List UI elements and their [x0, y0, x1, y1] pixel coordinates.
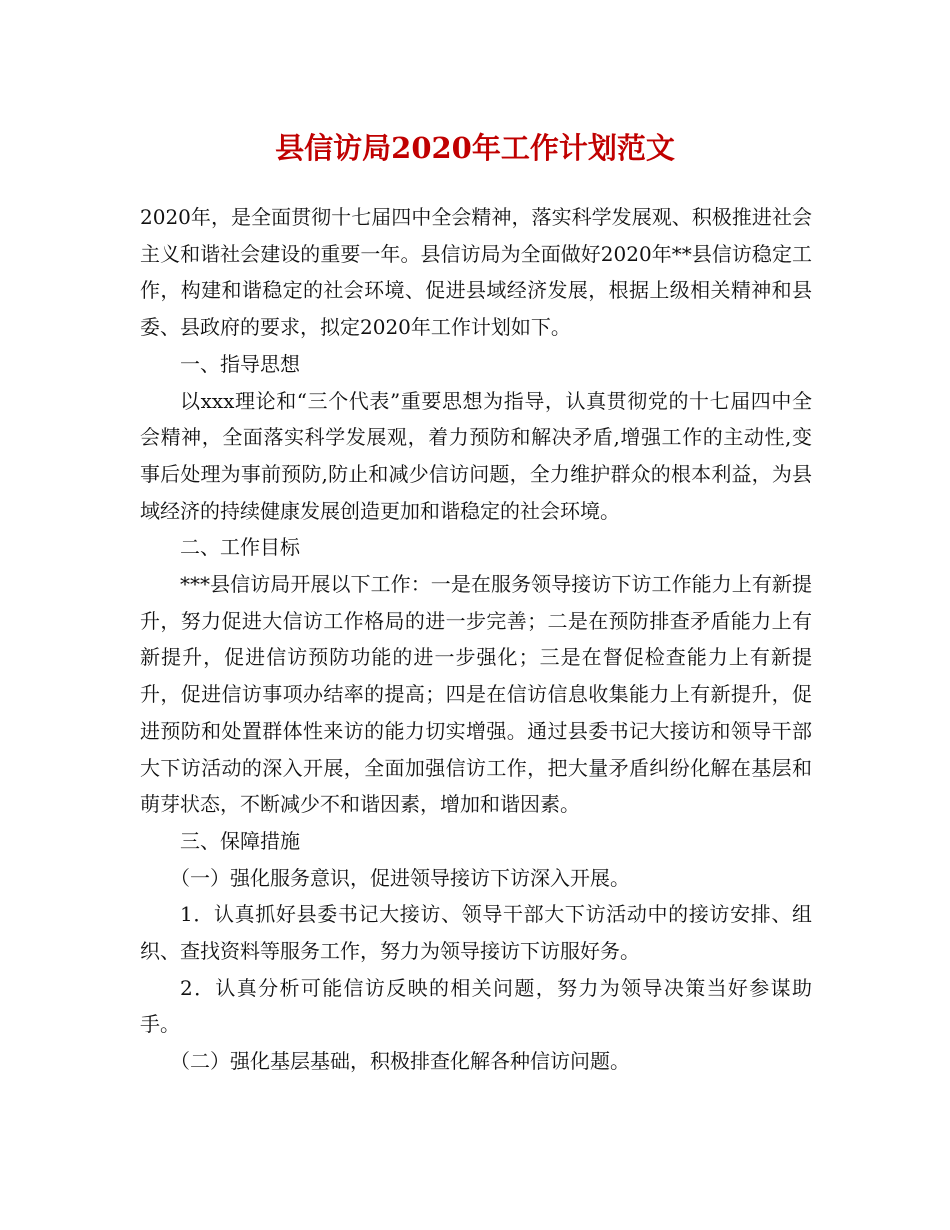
section-heading-safeguards: 三、保障措施 — [180, 828, 300, 853]
document-title: 县信访局2020年工作计划范文 — [275, 131, 675, 165]
paragraph-guiding-thought: 以xxx理论和“三个代表”重要思想为指导，认真贯彻党的十七届四中全会精神，全面落实科学发展观，着力预防和解决矛盾,增强工作的主动性,变事后处理为事前预防,防止和减少信访问题，全力维护群众的根本利益，为县域经济的持续健康发展创造更加和谐稳定的社会环境。 — [140, 388, 812, 523]
subheading-service-awareness: （一）强化服务意识，促进领导接访下访深入开展。 — [170, 865, 630, 890]
paragraph-intro: 2020年，是全面贯彻十七届四中全会精神，落实科学发展观、积极推进社会主义和谐社会建设的重要一年。县信访局为全面做好2020年**县信访稳定工作，构建和谐稳定的社会环境、促进县域经济发展，根据上级相关精神和县委、县政府的要求，拟定2020年工作计划如下。 — [140, 205, 812, 340]
section-heading-work-goals: 二、工作目标 — [180, 535, 300, 560]
document-body — [140, 199, 812, 1080]
subheading-grassroots: （二）强化基层基础，积极排查化解各种信访问题。 — [170, 1049, 630, 1074]
list-item-2: 2．认真分析可能信访反映的相关问题，努力为领导决策当好参谋助手。 — [140, 975, 812, 1037]
paragraph-work-goals: ***县信访局开展以下工作：一是在服务领导接访下访工作能力上有新提升，努力促进大信访工作格局的进一步完善；二是在预防排查矛盾能力上有新提升，促进信访预防功能的进一步强化；三是在督促检查能力上有新提升，促进信访事项办结率的提高；四是在信访信息收集能力上有新提升，促进预防和处置群体性来访的能力切实增强。通过县委书记大接访和领导干部大下访活动的深入开展，全面加强信访工作，把大量矛盾纠纷化解在基层和萌芽状态，不断减少不和谐因素，增加和谐因素。 — [140, 572, 812, 817]
list-item-1: 1．认真抓好县委书记大接访、领导干部大下访活动中的接访安排、组织、查找资料等服务工作，努力为领导接访下访服好务。 — [140, 902, 812, 964]
section-heading-guiding-thought: 一、指导思想 — [180, 351, 300, 376]
